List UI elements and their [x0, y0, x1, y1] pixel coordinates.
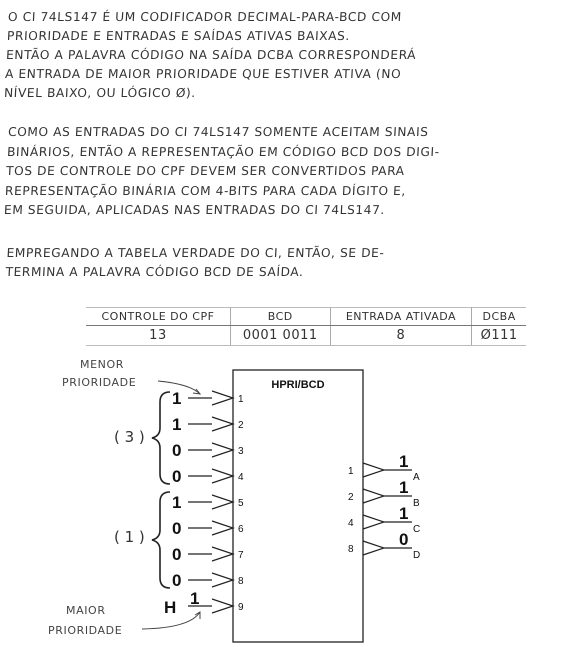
conversion-paragraph: COMO AS ENTRADAS DO CI 74LS147 SOMENTE ACEITAM SINAIS BINÁRIOS, ENTÃO A REPRESENTAÇÃO EM CÓDIGO BCD DOS DIGI- TOS DE CONTROLE DO CPF DEVEM SER CONVERTIDOS PARA REPRESENTAÇÃO BINÁRIA COM 4-BITS PARA CADA DÍGITO E, EM SEGUIDA, APLICADAS NAS ENTRADAS DO CI 74LS147. — [3, 125, 441, 217]
input-value: 1 — [172, 389, 182, 408]
output-bubble-icon — [363, 489, 384, 503]
group-bottom-label: ( 1 ) — [114, 528, 145, 546]
output-pin-number: 1 — [348, 466, 354, 477]
brace-bottom — [152, 492, 170, 588]
input-value: 1 — [190, 589, 200, 608]
input-pin-number: 1 — [238, 394, 244, 405]
output-bubble-icon — [363, 541, 384, 555]
group-top-label: ( 3 ) — [114, 428, 145, 446]
input-value: 1 — [172, 415, 182, 434]
output-letter: B — [413, 498, 420, 509]
input-pin-number: 6 — [238, 524, 244, 535]
brace-top — [152, 392, 170, 484]
header-controle: CONTROLE DO CPF — [86, 308, 230, 326]
header-entrada: ENTRADA ATIVADA — [330, 308, 472, 326]
input-pin-number: 9 — [238, 602, 244, 613]
output-value: 0 — [399, 530, 409, 549]
output-letter: D — [413, 550, 421, 561]
maior-label-line1: MAIOR — [66, 604, 106, 617]
chip-body — [233, 370, 363, 642]
input-value: 0 — [172, 441, 182, 460]
input-bubble-icon — [212, 391, 233, 405]
output-letter: C — [413, 524, 421, 535]
input-pin-number: 2 — [238, 420, 244, 431]
input-pin-number: 5 — [238, 498, 244, 509]
input-value: 0 — [172, 467, 182, 486]
output-pin-number: 4 — [348, 518, 354, 529]
output-bubble-icon — [363, 463, 384, 477]
input-pin-number: 3 — [238, 446, 244, 457]
output-pin-number: 2 — [348, 492, 354, 503]
header-bcd: BCD — [230, 308, 330, 326]
menor-label-line1: MENOR — [80, 358, 124, 371]
output-value: 1 — [399, 504, 409, 523]
maior-label-line2: PRIORIDADE — [48, 624, 123, 637]
cell-controle: 13 — [86, 326, 230, 346]
input-bubble-icon — [212, 521, 233, 535]
h-level-label: H — [164, 598, 177, 617]
cell-dcba: Ø111 — [472, 326, 526, 346]
input-pin-number: 4 — [238, 472, 244, 483]
cell-entrada: 8 — [330, 326, 472, 346]
input-pin-number: 7 — [238, 550, 244, 561]
input-bubble-icon — [212, 599, 233, 613]
input-value: 1 — [172, 493, 182, 512]
truth-table-paragraph: EMPREGANDO A TABELA VERDADE DO CI, ENTÃO, SE DE- TERMINA A PALAVRA CÓDIGO BCD DE SAÍDA. — [5, 246, 385, 279]
input-value: 0 — [172, 571, 182, 590]
output-letter: A — [413, 472, 420, 483]
input-bubble-icon — [212, 573, 233, 587]
output-bubble-icon — [363, 515, 384, 529]
input-value: 0 — [172, 519, 182, 538]
input-bubble-icon — [212, 469, 233, 483]
header-dcba: DCBA — [472, 308, 526, 326]
chip-title: HPRI/BCD — [271, 379, 325, 391]
cell-bcd: 0001 0011 — [230, 326, 330, 346]
input-bubble-icon — [212, 443, 233, 457]
input-bubble-icon — [212, 547, 233, 561]
output-value: 1 — [399, 478, 409, 497]
input-bubble-icon — [212, 417, 233, 431]
input-value: 0 — [172, 545, 182, 564]
menor-label-line2: PRIORIDADE — [62, 376, 137, 389]
output-pin-number: 8 — [348, 544, 354, 555]
input-pin-number: 8 — [238, 576, 244, 587]
intro-paragraph: O CI 74LS147 É UM CODIFICADOR DECIMAL-PARA-BCD COM PRIORIDADE E ENTRADAS E SAÍDAS ATIVAS BAIXAS. ENTÃO A PALAVRA CÓDIGO NA SAÍDA DCBA CORRESPONDERÁ A ENTRADA DE MAIOR PRIORIDADE QUE ESTIVER ATIVA (NO NÍVEL BAIXO, OU LÓGICO Ø). — [3, 10, 417, 100]
input-bubble-icon — [212, 495, 233, 509]
output-value: 1 — [399, 452, 409, 471]
